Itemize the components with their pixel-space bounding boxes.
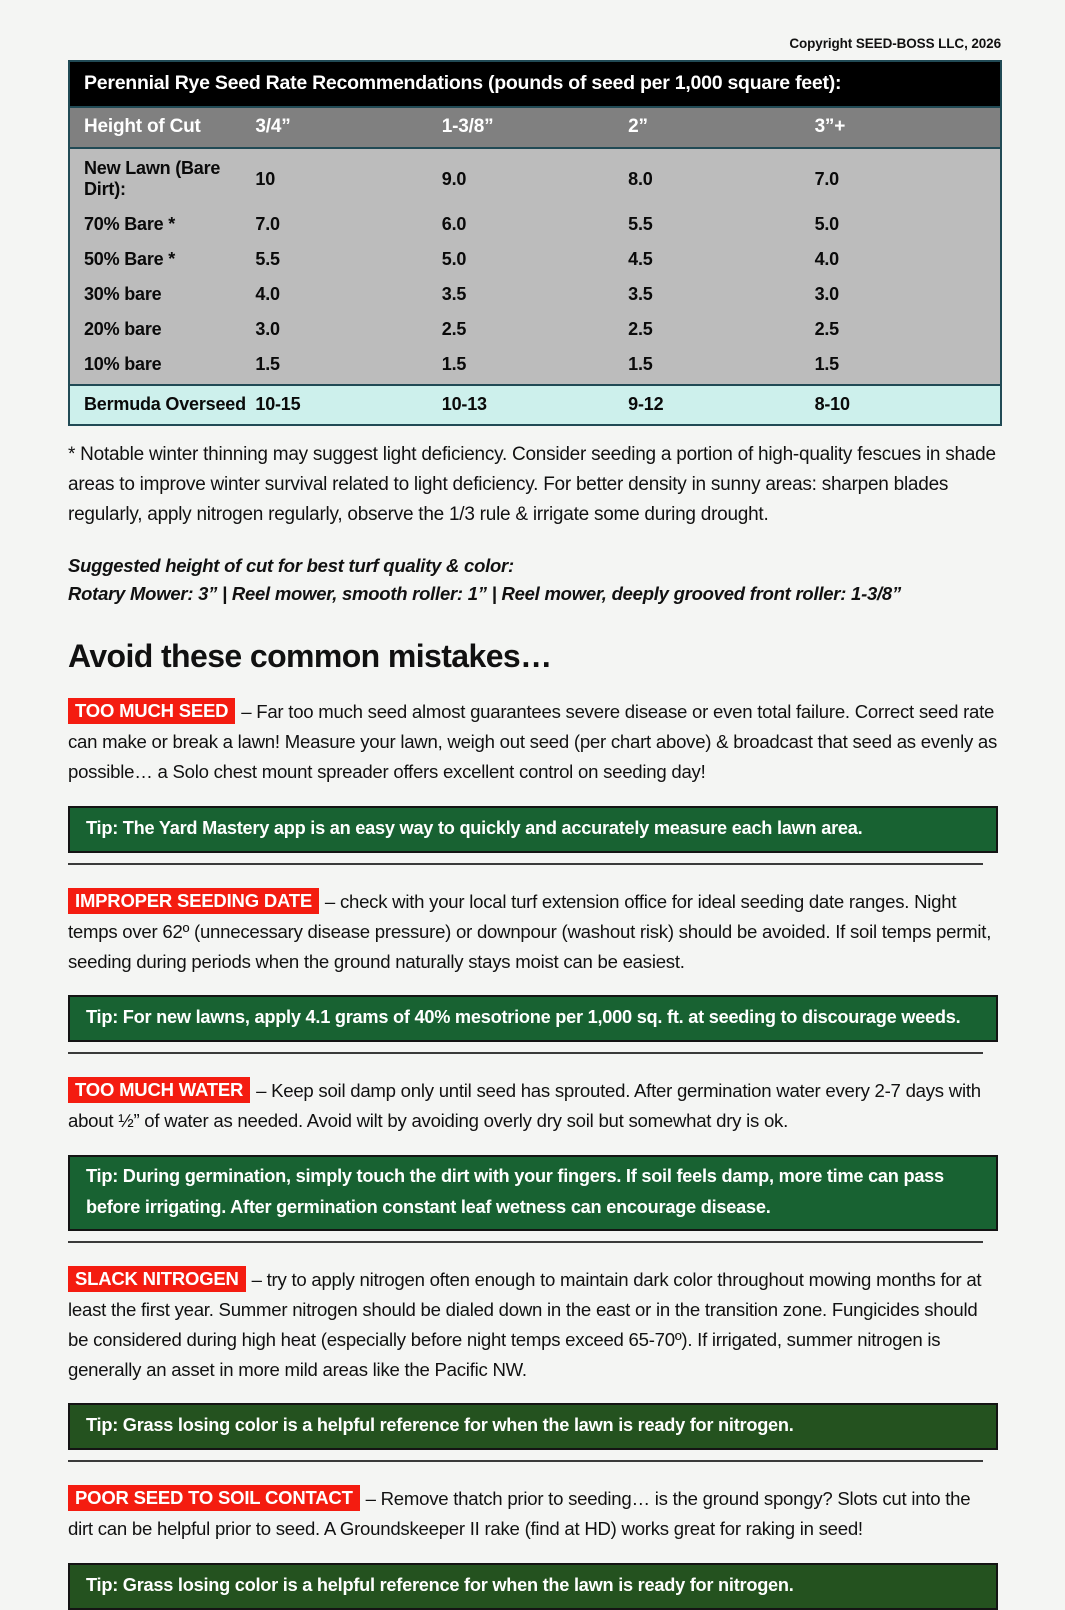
section-divider (68, 1052, 983, 1054)
table-row (69, 207, 1001, 242)
row-label: New Lawn (Bare Dirt): (69, 148, 255, 207)
tip-bar: Tip: Grass losing color is a helpful reference for when the lawn is ready for nitrogen. (68, 1403, 998, 1450)
row-value: 3.5 (628, 277, 814, 312)
column-header-2in: 2” (628, 107, 814, 148)
mistake-body: – Far too much seed almost guarantees severe disease or even total failure. Correct seed rate can make or break a lawn! Measure your lawn, weigh out seed (per chart above) & broadcast that seed as evenly as possible… a Solo chest mount spreader offers excellent control on seeding day! (68, 701, 998, 782)
section-divider (68, 1241, 983, 1243)
mistake-tag: POOR SEED TO SOIL CONTACT (68, 1485, 360, 1511)
row-value: 2.5 (628, 312, 814, 347)
row-value: 2.5 (815, 312, 1001, 347)
mistake-body: – Keep soil damp only until seed has sprouted. After germination water every 2-7 days with about ½” of water as needed. Avoid wilt by avoiding overly dry soil but somewhat dry is ok. (68, 1080, 981, 1132)
column-header-3-4: 3/4” (255, 107, 441, 148)
row-value: 5.5 (628, 207, 814, 242)
row-label: 70% Bare * (69, 207, 255, 242)
row-value: 3.0 (255, 312, 441, 347)
row-value: 8.0 (628, 148, 814, 207)
row-value: 2.5 (442, 312, 628, 347)
row-value: 9-12 (628, 385, 814, 425)
footnote-text: * Notable winter thinning may suggest light deficiency. Consider seeding a portion of high-quality fescues in shade areas to improve winter survival related to light deficiency. For better density in sunny areas: sharpen blades regularly, apply nitrogen regularly, observe the 1/3 rule & irrigate some during drought. (68, 444, 996, 525)
mistake-body: – try to apply nitrogen often enough to maintain dark color throughout mowing months for at least the first year. Summer nitrogen should be dialed down in the east or in the transition zone. Fungicides should be considered during high heat (especially before night temps exceed 65-70º). If irrigated, summer nitrogen is generally an asset in more mild areas like the Pacific NW. (68, 1268, 982, 1380)
mistake-tag: TOO MUCH WATER (68, 1077, 250, 1103)
mistake-tag: TOO MUCH SEED (68, 698, 235, 724)
copyright-notice: Copyright SEED-BOSS LLC, 2026 (789, 36, 1001, 51)
row-value: 7.0 (815, 148, 1001, 207)
mistake-block (68, 1484, 998, 1544)
table-row-bermuda-overseed (69, 385, 1001, 425)
table-title: Perennial Rye Seed Rate Recommendations (pounds of seed per 1,000 square feet): (69, 61, 1001, 107)
row-label: 10% bare (69, 347, 255, 385)
mistake-block (68, 1076, 998, 1136)
row-value: 10-13 (442, 385, 628, 425)
row-value: 3.0 (815, 277, 1001, 312)
mistake-block (68, 887, 998, 977)
tip-bar: Tip: Grass losing color is a helpful reference for when the lawn is ready for nitrogen. (68, 1563, 998, 1610)
row-value: 7.0 (255, 207, 441, 242)
row-value: 10-15 (255, 385, 441, 425)
table-title-row (69, 61, 1001, 107)
mistake-block (68, 697, 998, 787)
document-content (68, 60, 1002, 1610)
row-value: 5.0 (815, 207, 1001, 242)
section-divider (68, 1460, 983, 1462)
tip-bar: Tip: For new lawns, apply 4.1 grams of 40% mesotrione per 1,000 sq. ft. at seeding to discourage weeds. (68, 995, 998, 1042)
row-value: 1.5 (815, 347, 1001, 385)
row-value: 3.5 (442, 277, 628, 312)
section-divider (68, 863, 983, 865)
tip-bar: Tip: During germination, simply touch the dirt with your fingers. If soil feels damp, more time can pass before irrigating. After germination constant leaf wetness can encourage disease. (68, 1155, 998, 1231)
mistake-body: – Remove thatch prior to seeding… is the ground spongy? Slots cut into the dirt can be helpful prior to seed. A Groundskeeper II rake (find at HD) works great for raking in seed! (68, 1488, 971, 1540)
tip-bar: Tip: The Yard Mastery app is an easy way to quickly and accurately measure each lawn area. (68, 806, 998, 853)
table-row (69, 347, 1001, 385)
row-value: 1.5 (628, 347, 814, 385)
row-value: 5.0 (442, 242, 628, 277)
row-value: 5.5 (255, 242, 441, 277)
row-label: 20% bare (69, 312, 255, 347)
suggested-height-detail: Rotary Mower: 3” | Reel mower, smooth roller: 1” | Reel mower, deeply grooved front roller: 1-3/8” (68, 583, 901, 604)
row-value: 1.5 (255, 347, 441, 385)
row-value: 4.0 (815, 242, 1001, 277)
row-label: Bermuda Overseed (69, 385, 255, 425)
mistake-block (68, 1265, 998, 1385)
seed-rate-table (68, 60, 1002, 426)
column-header-1-3-8: 1-3/8” (442, 107, 628, 148)
row-value: 4.0 (255, 277, 441, 312)
row-value: 1.5 (442, 347, 628, 385)
row-value: 4.5 (628, 242, 814, 277)
row-label: 30% bare (69, 277, 255, 312)
table-header-row (69, 107, 1001, 148)
suggested-height-heading: Suggested height of cut for best turf quality & color: (68, 555, 514, 576)
row-value: 6.0 (442, 207, 628, 242)
mistake-tag: SLACK NITROGEN (68, 1266, 246, 1292)
row-label: 50% Bare * (69, 242, 255, 277)
row-value: 8-10 (815, 385, 1001, 425)
column-header-height-of-cut: Height of Cut (69, 107, 255, 148)
mistake-body: – check with your local turf extension office for ideal seeding date ranges. Night temps over 62º (unnecessary disease pressure) or downpour (washout risk) should be avoided. If soil temps permit, seeding during periods when the ground naturally stays moist can be easiest. (68, 890, 992, 972)
mistake-tag: IMPROPER SEEDING DATE (68, 888, 319, 914)
table-row (69, 148, 1001, 207)
page-title: Avoid these common mistakes… (68, 638, 552, 674)
suggested-height-block (68, 552, 1002, 608)
table-row (69, 242, 1001, 277)
row-value: 9.0 (442, 148, 628, 207)
table-row (69, 312, 1001, 347)
row-value: 10 (255, 148, 441, 207)
table-row (69, 277, 1001, 312)
column-header-3in-plus: 3”+ (815, 107, 1001, 148)
